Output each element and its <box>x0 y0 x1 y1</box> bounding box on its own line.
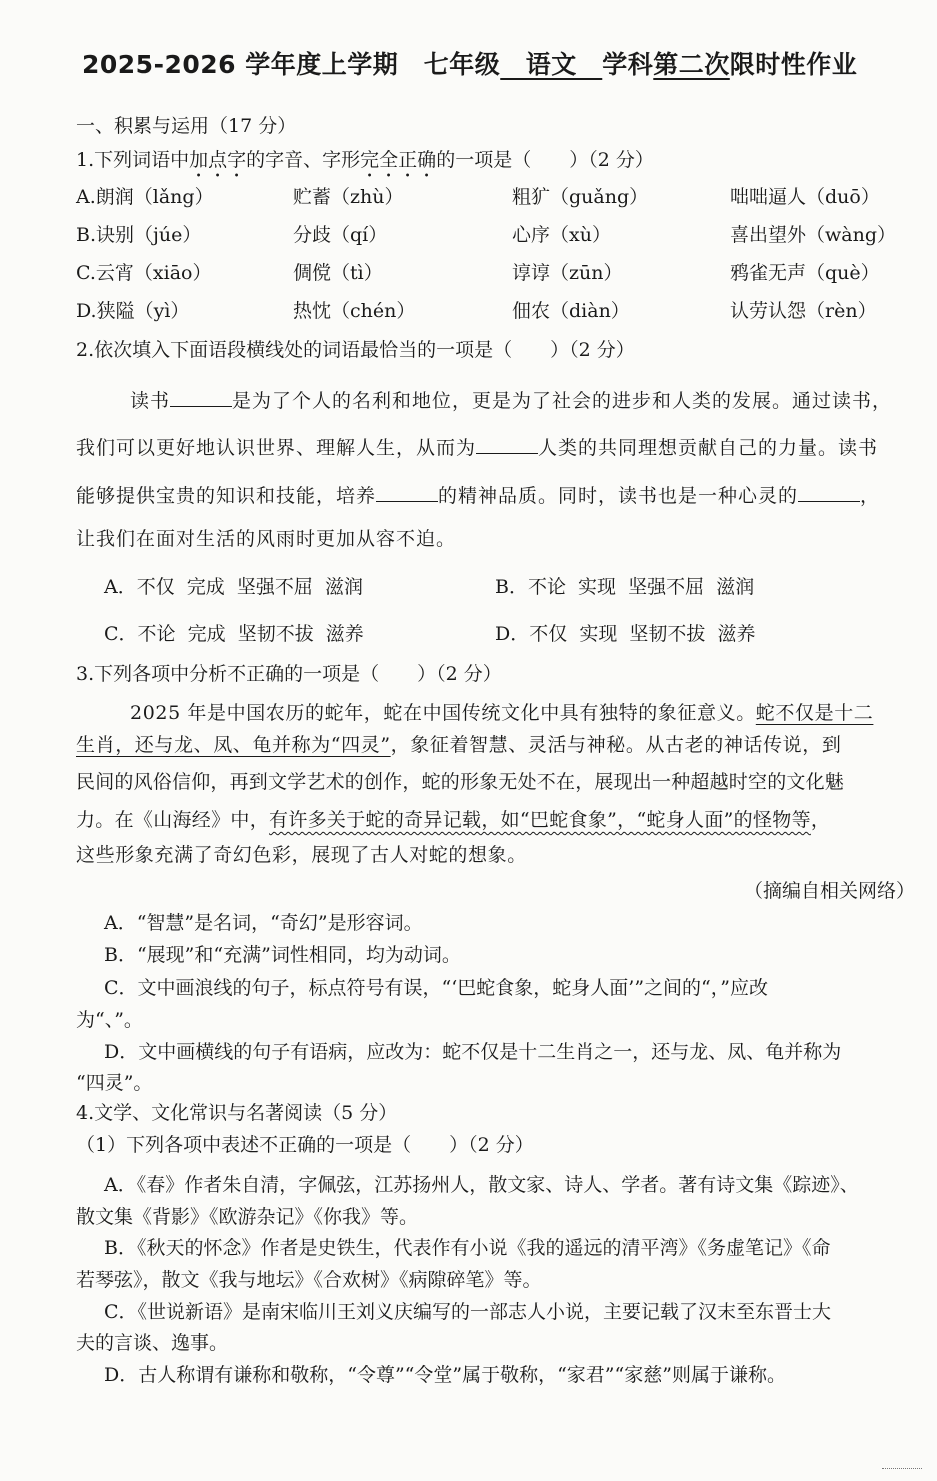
q1-option-b3: 心序（xù） <box>512 224 611 246</box>
q2-stem: 2.依次填入下面语段横线处的词语最恰当的一项是（ ）（2 分） <box>76 339 635 361</box>
q1-option-b4: 喜出望外（wàng） <box>730 224 896 246</box>
q4-stem: 4.文学、文化常识与名著阅读（5 分） <box>76 1102 398 1124</box>
title-ordinal: 第二次 <box>653 50 730 79</box>
q2-option-b: B．不论 实现 坚强不屈 滋润 <box>495 576 755 598</box>
page-title <box>82 52 857 77</box>
q1-option-d4: 认劳认怨（rèn） <box>730 300 877 322</box>
q1-stem <box>76 149 654 182</box>
q3-passage-line2 <box>76 736 841 755</box>
q2-passage-line1 <box>130 388 892 411</box>
q2-text: 的精神品质。同时，读书也是一种心灵的 <box>438 485 799 507</box>
q1-option-a3: 粗犷（guǎng） <box>512 186 649 208</box>
q3-passage-line4 <box>76 811 830 830</box>
q3-option-a: A．“智慧”是名词，“奇幻”是形容词。 <box>104 912 423 934</box>
q4-option-c: C．《世说新语》是南宋临川王刘义庆编写的一部志人小说，主要记载了汉末至东晋士大 <box>104 1301 832 1323</box>
q3-option-c-cont: 为“、”。 <box>76 1009 143 1031</box>
q2-passage-line3 <box>76 483 880 506</box>
q3-underlined: 生肖，还与龙、凤、龟并称为“四灵” <box>76 734 391 756</box>
q4-option-b-cont: 若琴弦》，散文《我与地坛》《合欢树》《病隙碎笔》等。 <box>76 1269 542 1291</box>
q2-text: 能够提供宝贵的知识和技能，培养 <box>76 485 377 507</box>
q3-option-b: B．“展现”和“充满”词性相同，均为动词。 <box>104 944 461 966</box>
section-heading: 一、积累与运用（17 分） <box>76 115 297 137</box>
q2-blank-2 <box>476 435 538 454</box>
q3-text: 2025 年是中国农历的蛇年，蛇在中国传统文化中具有独特的象征意义。 <box>130 702 756 724</box>
q3-text: ，象征着智慧、灵活与神秘。从古老的神话传说，到 <box>390 734 842 756</box>
q1-stem-dotted2: 完全正确 <box>360 149 437 171</box>
q1-option-c2: 倜傥（tì） <box>293 262 383 284</box>
q3-source: （摘编自相关网络） <box>744 880 916 902</box>
q1-stem-pre: 1.下列词语中 <box>76 149 190 171</box>
q1-option-b1: B.诀别（júe） <box>76 224 202 246</box>
page-edge-mark <box>882 1468 922 1469</box>
q1-option-d3: 佃农（diàn） <box>512 300 630 322</box>
q4-option-a-cont: 散文集《背影》《欧游杂记》《你我》等。 <box>76 1206 419 1228</box>
q1-option-d1: D.狭隘（yì） <box>76 300 190 322</box>
q3-option-d-cont: “四灵”。 <box>76 1072 153 1094</box>
q2-passage-line4: 让我们在面对生活的风雨时更加从容不迫。 <box>76 528 457 550</box>
q2-text: ， <box>860 485 881 507</box>
q1-option-c1: C.云宵（xiāo） <box>76 262 212 284</box>
q2-blank-3 <box>376 483 438 502</box>
q3-text: ， <box>810 809 831 831</box>
title-prefix: 2025-2026 学年度上学期 七年级 <box>82 50 501 79</box>
q1-stem-mid: 的字音、字形 <box>246 149 361 171</box>
q3-option-c: C．文中画浪线的句子，标点符号有误，“‘巴蛇食象，蛇身人面’”之间的“，”应改 <box>104 977 768 999</box>
q2-blank-1 <box>170 388 232 407</box>
q2-option-c: C．不论 完成 坚韧不拔 滋养 <box>104 623 364 645</box>
q3-passage-line1 <box>130 704 873 723</box>
q2-text: 我们可以更好地认识世界、理解人生，从而为 <box>76 437 477 459</box>
q4-option-c-cont: 夫的言谈、逸事。 <box>76 1332 229 1354</box>
q2-text: 是为了个人的名利和地位，更是为了社会的进步和人类的发展。通过读书， <box>232 390 893 412</box>
q3-option-d: D．文中画横线的句子有语病，应改为：蛇不仅是十二生肖之一，还与龙、凤、龟并称为 <box>104 1041 842 1063</box>
title-subject: 语文 <box>500 50 603 79</box>
q2-option-d: D．不仅 实现 坚韧不拔 滋养 <box>495 623 756 645</box>
q1-option-b2: 分歧（qí） <box>293 224 388 246</box>
title-mid: 学科 <box>602 50 654 79</box>
q1-stem-post: 的一项是（ ）（2 分） <box>436 149 654 171</box>
q2-passage-line2 <box>76 435 878 458</box>
q2-blank-4 <box>798 483 860 502</box>
q1-option-a2: 贮蓄（zhù） <box>293 186 404 208</box>
q2-text: 读书 <box>130 390 171 412</box>
q3-wavy-underlined: 有许多关于蛇的奇异记载，如“巴蛇食象”，“蛇身人面”的怪物等 <box>269 809 811 831</box>
q3-passage-line3: 民间的风俗信仰，再到文学艺术的创作，蛇的形象无处不在，展现出一种超越时空的文化魅 <box>76 771 845 793</box>
q2-text: 人类的共同理想贡献自己的力量。读书 <box>538 437 879 459</box>
title-suffix: 限时性作业 <box>729 50 858 79</box>
q3-stem: 3.下列各项中分析不正确的一项是（ ）（2 分） <box>76 663 502 685</box>
q1-option-a4: 咄咄逼人（duō） <box>730 186 880 208</box>
q4-option-d: D．古人称谓有谦称和敬称，“令尊”“令堂”属于敬称，“家君”“家慈”则属于谦称。 <box>104 1364 786 1386</box>
q4-option-a: A．《春》作者朱自清，字佩弦，江苏扬州人，散文家、诗人、学者。著有诗文集《踪迹》、 <box>104 1174 859 1196</box>
q4-option-b: B．《秋天的怀念》作者是史铁生，代表作有小说《我的遥远的清平湾》《务虚笔记》《命 <box>104 1237 831 1259</box>
q1-stem-dotted: 加点字 <box>189 149 247 171</box>
q1-option-a1: A.朗润（lǎng） <box>76 186 214 208</box>
q3-text: 力。在《山海经》中， <box>76 809 270 831</box>
q2-option-a: A．不仅 完成 坚强不屈 滋润 <box>104 576 363 598</box>
q1-option-c3: 谆谆（zūn） <box>512 262 623 284</box>
q1-option-c4: 鸦雀无声（què） <box>730 262 880 284</box>
q1-option-d2: 热忱（chén） <box>293 300 416 322</box>
q3-passage-line5: 这些形象充满了奇幻色彩，展现了古人对蛇的想象。 <box>76 844 527 866</box>
q3-underlined: 蛇不仅是十二 <box>755 702 874 724</box>
q4-sub1-stem: （1）下列各项中表述不正确的一项是（ ）（2 分） <box>76 1134 534 1156</box>
